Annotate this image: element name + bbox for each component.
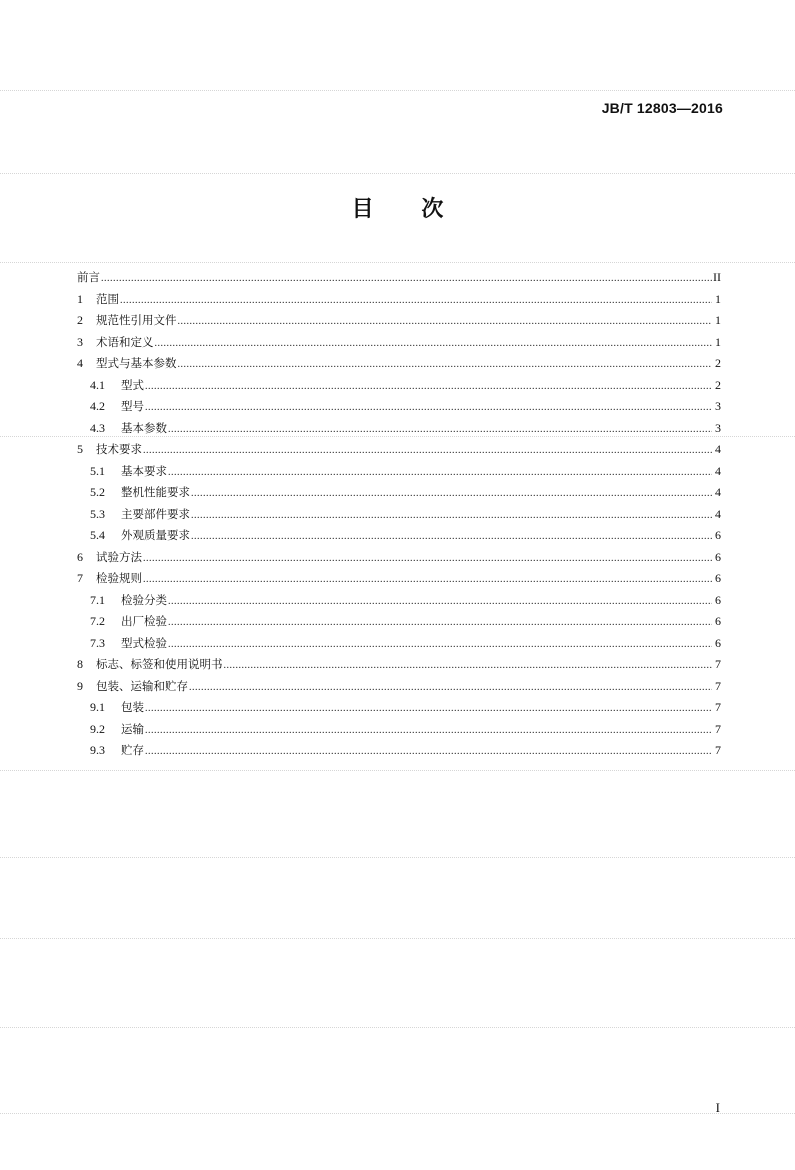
- toc-entry-number: 5.3: [90, 506, 105, 521]
- toc-entry-number: 9.3: [90, 743, 105, 757]
- toc-entry-page: 7: [715, 657, 721, 671]
- toc-entry-title: 标志、标签和使用说明书: [96, 657, 223, 671]
- toc-entry-title: 出厂检验: [121, 614, 167, 628]
- toc-entry-number: 4.1: [90, 377, 105, 392]
- toc-entry-title: 贮存: [121, 743, 144, 757]
- scan-artifact-line: [0, 262, 795, 263]
- toc-dot-leader: [191, 505, 712, 527]
- toc-entry-page: 6: [715, 592, 721, 607]
- toc-entry-page: II: [713, 270, 721, 284]
- scan-artifact-line: [0, 1113, 795, 1114]
- toc-dot-leader: [143, 440, 712, 462]
- toc-entry-page: 6: [715, 614, 721, 628]
- page-number: I: [715, 1100, 720, 1115]
- toc-dot-leader: [145, 720, 712, 742]
- toc-entry-number: 7: [77, 571, 83, 585]
- toc-entry-page: 4: [715, 463, 721, 478]
- toc-entry-title: 包装: [121, 700, 144, 714]
- document-code: JB/T 12803—2016: [601, 100, 723, 116]
- toc-entry[interactable]: [77, 396, 721, 418]
- toc-dot-leader: [178, 354, 713, 376]
- toc-dot-leader: [189, 677, 712, 699]
- toc-entry[interactable]: [77, 353, 721, 375]
- toc-entry[interactable]: [77, 267, 721, 289]
- scan-artifact-line: [0, 1027, 795, 1028]
- toc-entry[interactable]: [77, 375, 721, 397]
- scan-artifact-line: [0, 770, 795, 771]
- toc-entry-number: 5.4: [90, 528, 105, 542]
- toc-entry[interactable]: [77, 332, 721, 354]
- toc-entry-title: 外观质量要求: [121, 528, 190, 542]
- toc-dot-leader: [168, 419, 712, 441]
- toc-dot-leader: [191, 526, 712, 548]
- toc-dot-leader: [143, 548, 712, 570]
- toc-entry-number: 4.3: [90, 420, 105, 435]
- toc-dot-leader: [191, 483, 712, 505]
- toc-entry-title: 型式: [121, 377, 144, 392]
- toc-entry[interactable]: [77, 568, 721, 590]
- toc-dot-leader: [145, 741, 712, 763]
- toc-entry[interactable]: [77, 482, 721, 504]
- toc-dot-leader: [145, 376, 712, 398]
- toc-entry-page: 6: [715, 635, 721, 650]
- scan-artifact-line: [0, 857, 795, 858]
- toc-entry[interactable]: [77, 590, 721, 612]
- toc-entry-page: 3: [715, 420, 721, 435]
- toc-entry-page: 1: [715, 334, 721, 349]
- toc-entry-page: 6: [715, 549, 721, 564]
- toc-entry-page: 6: [715, 528, 721, 542]
- toc-entry[interactable]: [77, 289, 721, 311]
- toc-entry-number: 8: [77, 657, 83, 671]
- toc-entry-number: 5: [77, 442, 83, 456]
- toc-entry-title: 基本参数: [121, 420, 167, 435]
- toc-dot-leader: [168, 634, 712, 656]
- toc-dot-leader: [101, 268, 712, 290]
- toc-entry-title: 整机性能要求: [121, 485, 190, 499]
- toc-entry-page: 1: [715, 291, 721, 306]
- toc-dot-leader: [155, 333, 713, 355]
- toc-entry-number: 9.2: [90, 721, 105, 736]
- toc-entry-title: 型号: [121, 399, 144, 413]
- table-of-contents: [77, 267, 721, 762]
- toc-dot-leader: [145, 397, 712, 419]
- toc-entry-title: 试验方法: [96, 549, 142, 564]
- toc-entry-page: 4: [715, 506, 721, 521]
- toc-entry-page: 1: [715, 313, 721, 327]
- toc-dot-leader: [143, 569, 712, 591]
- toc-entry[interactable]: [77, 461, 721, 483]
- toc-entry-number: 7.1: [90, 592, 105, 607]
- toc-entry-title: 前言: [77, 270, 100, 284]
- toc-entry-title: 检验规则: [96, 571, 142, 585]
- toc-entry[interactable]: [77, 740, 721, 762]
- toc-entry-page: 2: [715, 377, 721, 392]
- toc-entry-title: 基本要求: [121, 463, 167, 478]
- toc-entry-number: 7.3: [90, 635, 105, 650]
- toc-entry-page: 4: [715, 442, 721, 456]
- toc-entry[interactable]: [77, 719, 721, 741]
- toc-dot-leader: [178, 311, 713, 333]
- toc-entry[interactable]: [77, 654, 721, 676]
- scan-artifact-line: [0, 90, 795, 91]
- toc-entry-number: 9: [77, 678, 83, 693]
- toc-entry[interactable]: [77, 547, 721, 569]
- toc-entry-title: 技术要求: [96, 442, 142, 456]
- toc-entry-number: 6: [77, 549, 83, 564]
- toc-entry-page: 7: [715, 678, 721, 693]
- toc-entry-number: 5.1: [90, 463, 105, 478]
- toc-entry-number: 3: [77, 334, 83, 349]
- toc-entry-number: 4.2: [90, 399, 105, 413]
- toc-entry-title: 包装、运输和贮存: [96, 678, 188, 693]
- toc-entry-title: 主要部件要求: [121, 506, 190, 521]
- toc-entry[interactable]: [77, 676, 721, 698]
- scan-artifact-line: [0, 173, 795, 174]
- toc-entry-page: 3: [715, 399, 721, 413]
- page-title: 目 次: [351, 197, 444, 222]
- toc-entry-page: 4: [715, 485, 721, 499]
- toc-dot-leader: [224, 655, 713, 677]
- toc-entry-page: 6: [715, 571, 721, 585]
- toc-entry[interactable]: [77, 611, 721, 633]
- toc-dot-leader: [168, 462, 712, 484]
- toc-entry-number: 2: [77, 313, 83, 327]
- toc-entry-title: 型式检验: [121, 635, 167, 650]
- toc-entry[interactable]: [77, 418, 721, 440]
- toc-entry-page: 2: [715, 356, 721, 370]
- toc-entry[interactable]: [77, 504, 721, 526]
- toc-entry[interactable]: [77, 697, 721, 719]
- toc-entry-title: 术语和定义: [96, 334, 154, 349]
- toc-entry-number: 7.2: [90, 614, 105, 628]
- toc-entry-number: 5.2: [90, 485, 105, 499]
- toc-entry-page: 7: [715, 700, 721, 714]
- toc-entry[interactable]: [77, 439, 721, 461]
- toc-dot-leader: [168, 591, 712, 613]
- toc-entry-page: 7: [715, 721, 721, 736]
- toc-entry-title: 运输: [121, 721, 144, 736]
- toc-entry-title: 检验分类: [121, 592, 167, 607]
- toc-entry-number: 9.1: [90, 700, 105, 714]
- toc-entry-page: 7: [715, 743, 721, 757]
- toc-entry-number: 4: [77, 356, 83, 370]
- scan-artifact-line: [0, 938, 795, 939]
- toc-entry[interactable]: [77, 525, 721, 547]
- toc-entry-number: 1: [77, 291, 83, 306]
- toc-entry-title: 范围: [96, 291, 119, 306]
- toc-dot-leader: [145, 698, 712, 720]
- toc-dot-leader: [120, 290, 712, 312]
- toc-entry[interactable]: [77, 633, 721, 655]
- toc-dot-leader: [168, 612, 712, 634]
- toc-entry-title: 规范性引用文件: [96, 313, 177, 327]
- toc-entry[interactable]: [77, 310, 721, 332]
- toc-entry-title: 型式与基本参数: [96, 356, 177, 370]
